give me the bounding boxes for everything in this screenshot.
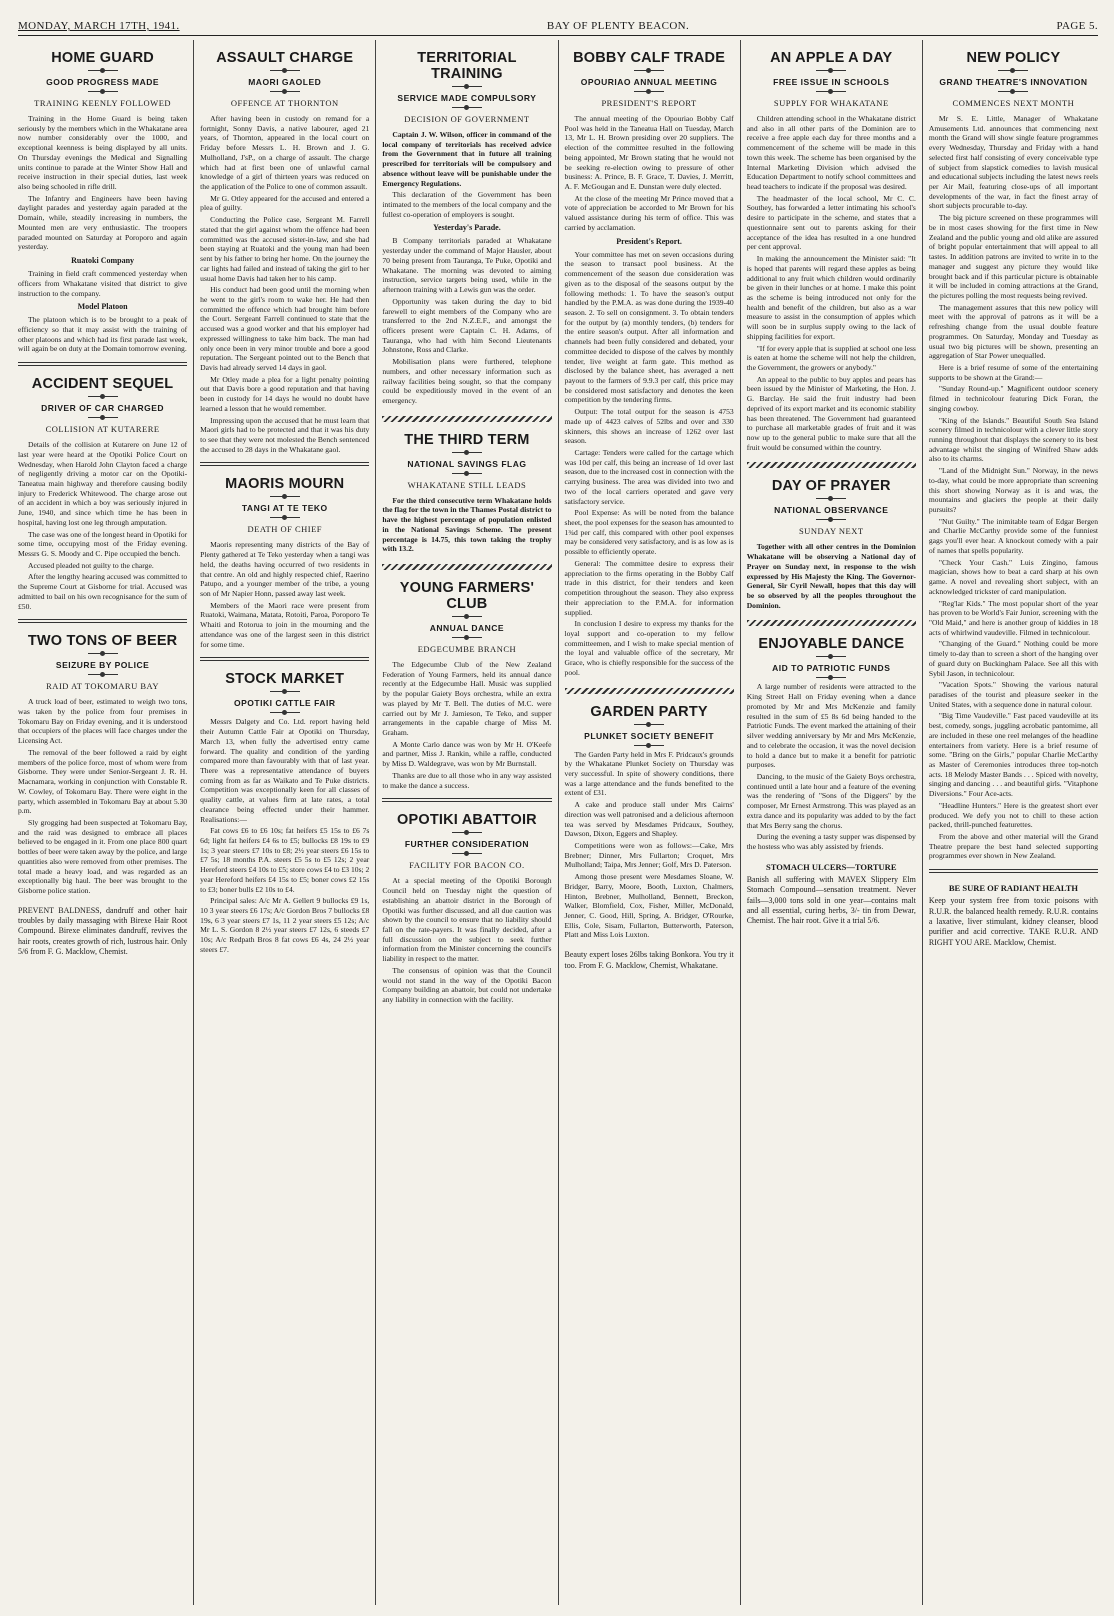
issue-date: MONDAY, MARCH 17TH, 1941. <box>18 20 180 32</box>
deck: SUPPLY FOR WHAKATANE <box>773 98 889 108</box>
divider <box>270 712 300 713</box>
deck: ANNUAL DANCE <box>429 623 505 633</box>
paragraph: Children attending school in the Whakatane district and also in all other parts of the Dominion are to receive a free apple each day for three months and a commencement of the scheme will be made in this town this week. The scheme has been organised by the Internal Marketing Division which advised the Education Department to notify school committees and head teachers to indicate if the proposal was desired. <box>746 114 916 192</box>
headline: THE THIRD TERM <box>404 431 530 448</box>
column-rule <box>18 362 187 366</box>
divider <box>452 853 482 854</box>
column-rule <box>200 462 369 466</box>
story-body <box>747 542 916 610</box>
paragraph: A cake and produce stall under Mrs Cairns' direction was well patronised and a delicious afternoon tea was served by Mesdames Pridcaux, Southey, Dawson, Dixon, Eggers and Shapley. <box>564 800 734 839</box>
paragraph: Pool Expense: As will be noted from the balance sheet, the pool expenses for the season has amounted to 1¾d per calf, this compared with other pool expenses may be considered very satisfactory, and is as low as is possible to efficiently operate. <box>564 508 734 557</box>
paragraph: After the lengthy hearing accused was committed to the Supreme Court at Gisborne for trial. Accused was admitted to bail on his own recognisance for the sum of £50. <box>18 572 188 611</box>
paragraph: Here is a brief resume of some of the entertaining supports to be shown at the Grand:— <box>928 362 1099 382</box>
deck: OPOURIAO ANNUAL MEETING <box>580 77 718 87</box>
paragraph: The Garden Party held in Mrs F. Pridcaux's grounds by the Whakatane Plunket Society on Thursday was very successful. In spite of showery conditions, there was a large attendance and the funds benefited to the extent of £31. <box>564 749 734 798</box>
story-body <box>18 697 187 895</box>
subheading: Ruatoki Company <box>71 256 135 266</box>
paragraph: Among those present were Mesdames Sloane, W. Bridger, Barry, Moore, Booth, Luxton, Chalmers, Hinton, Brebner, Mulholland, Bennett, Breckon, Walker, Blomfield, Cox, Fisher, Miller, McDonald, Jenner, C. Good, Hill, Spring, A. Bridger, O'Rourke, Ellis, Cole, Sisam, Fullarton, Butterworth, Paterson, Platt and Miss Lois Luxton. <box>564 872 734 940</box>
story-body <box>565 750 734 941</box>
headline: GARDEN PARTY <box>590 703 708 720</box>
paragraph: In conclusion I desire to express my thanks for the loyal support and co-operation to my fellow committeemen, and I wish to make special mention of the loyal and valuable office of the secretary, Mr Grace, who is chiefly responsible for the success of the pool. <box>564 619 734 677</box>
divider <box>634 70 664 71</box>
section-separator <box>565 688 734 694</box>
divider <box>452 832 482 833</box>
story-body <box>18 114 187 354</box>
story-body <box>18 440 187 611</box>
paragraph: Maoris representing many districts of the Bay of Plenty gathered at Te Teko yesterday when a tangi was held, the deaths having occurred of two residents in that centre. An old and highly respected chief, Raerino Patupo, and a younger member of the tribe, a young son of Mr Napier Honn, passed away last week. <box>200 540 370 599</box>
deck: DECISION OF GOVERNMENT <box>404 114 530 124</box>
paragraph: From the above and other material will the Grand Theatre prepare the best hand selected supporting programmes ever shown in New Zealand. <box>928 832 1099 861</box>
deck: SEIZURE BY POLICE <box>55 660 150 671</box>
paragraph: Cartage: Tenders were called for the cartage which was 10d per calf, this being an increase of 1d over last season, due to the increased cost in connection with the carrying business. The area was divided into two and two of the local carriers operated and gave very satisfactory service. <box>564 448 734 506</box>
divider <box>452 452 482 453</box>
headline: ENJOYABLE DANCE <box>758 636 905 653</box>
deck: GOOD PROGRESS MADE <box>46 77 160 87</box>
advertisement-text: Banish all suffering with MAVEX Slippery Elm Stomach Compound—sensation treatment. Never fails—3,000 tons sold in one year—contains malt and all essential, curing herbs, 3/- tin from Dewar, Chemist. The hair root. Give it a trial 5/6. <box>746 874 916 926</box>
deck: PLUNKET SOCIETY BENEFIT <box>584 730 715 741</box>
paragraph: After having been in custody on remand for a fortnight, Sonny Davis, a native labourer, aged 21 years, of Thornton, appeared in the local court on Friday before Messrs L. H. Brown and J. G. Mulholland, J'sP., on a charge of assault. The charge which had at first been one of unlawful carnal knowledge of a girl of thirteen years was reduced on the application of the Police to one of common assault. <box>200 114 370 192</box>
deck: FURTHER CONSIDERATION <box>404 839 529 850</box>
subheading: Model Platoon <box>77 302 128 312</box>
paragraph: A Monte Carlo dance was won by Mr H. O'Keefe and partner, Miss J. Rankin, while a raffle, conducted by Miss D. Waldegrave, was won by Mr Burnstall. <box>382 739 552 769</box>
paragraph: Members of the Maori race were present from Ruatoki, Waimana, Matata, Rotoiti, Paroa, Poroporo Te Whaiti and Rotorua to join in the mourning and the attendance was one of the largest seen in this district for some time. <box>200 600 370 649</box>
paragraph: "Land of the Midnight Sun." Norway, in the news to-day, what could be more appropriate than screening this short showing Norway as it is and was, the mountains and glaciers the people at their daily pursuits? <box>928 466 1099 515</box>
section-separator <box>382 416 551 422</box>
divider <box>452 637 482 638</box>
story-body <box>200 540 369 649</box>
divider <box>88 417 118 418</box>
paragraph: This declaration of the Government has been intimated to the members of the local company and the fullest co-operation of employers is sought. <box>382 190 552 219</box>
paragraph: Mr Otley made a plea for a light penalty pointing out that Davis bore a good reputation and that having been in custody for 14 days he would no doubt have learned a lesson that he would remember. <box>200 374 370 413</box>
paragraph: "Sunday Round-up." Magnificent outdoor scenery filmed in technicolour featuring Dick Foran, the singing cowboy. <box>928 384 1099 413</box>
paragraph: Dancing, to the music of the Gaiety Boys orchestra, continued until a late hour and a feature of the evening was the rendering of "Sons of the Diggers" by the composer, Mr Ernest Armstrong. This was played as an extra dance and its popularity was added to by the fact that Mrs Berry sang the chorus. <box>746 771 916 830</box>
paragraph: The annual meeting of the Opouriao Bobby Calf Pool was held in the Taneatua Hall on Tuesday, March 13, Mr L. H. Brown presiding over 20 suppliers. The election of the committee resulted in the following being appointed, Mr Brown stating that he would not be seeking re-election owing to pressure of other business: A. Prince, B. F. Grace, T. Davies, J. Merritt, A. F. McGougan and E. Dunstan were duly elected. <box>564 114 734 192</box>
story-young-farmers-club <box>382 580 551 790</box>
divider <box>270 91 300 92</box>
paragraph: "If for every apple that is supplied at school one less is eaten at home the scheme will not help the children, the Government, the growers or anybody." <box>746 343 916 372</box>
divider <box>452 473 482 474</box>
story-new-policy <box>929 50 1098 948</box>
headline: MAORIS MOURN <box>225 476 345 493</box>
paragraph: The case was one of the longest heard in Opotiki for some time, occupying most of the Friday evening. Messrs G. S. Moody and C. Pipe occupied the bench. <box>18 529 188 558</box>
divider <box>88 653 118 654</box>
paragraph: The removal of the beer followed a raid by eight members of the police force, most of whom were from Gisborne. They were under Senior-Sergeant J. R. H. Macnamara, working in conjunction with Constable R. W. Cowley, of Tokomaru Bay. There were eight in the party, which assembled in Tokomaru Bay at about 5.30 p.m. <box>18 747 188 816</box>
advertisement-title: BE SURE OF RADIANT HEALTH <box>948 883 1078 894</box>
deck: COMMENCES NEXT MONTH <box>952 98 1075 108</box>
paragraph: At a special meeting of the Opotiki Borough Council held on Tuesday night the question of establishing an abattoir district in the Borough of Opotiki was further discussed, and all due caution was shown by the council to ensure that no liability should fall on the rate-payers. It was finally decided, after a full discussion on the subject to seek further information from the Minister concerning the council's liability in respect to the matter. <box>382 876 552 964</box>
column-rule <box>382 798 551 802</box>
column-1 <box>18 40 193 1605</box>
divider <box>88 674 118 675</box>
column-4 <box>558 40 740 1605</box>
paragraph: Mr S. E. Little, Manager of Whakatane Amusements Ltd. announces that commencing next month the Grand will show single feature programmes every Wednesday, Thursday and Friday with a hand selected first half consisting of every conceivable type of subject from slapstick comedies to lavish musical and educational subjects including the latest news reels per Air Mail, featuring close-ups of all important developments of the war, in fact the finest array of short subjects procurable to-day. <box>928 114 1099 211</box>
section-separator <box>747 620 916 626</box>
story-body <box>747 682 916 851</box>
deck: OFFENCE AT THORNTON <box>230 98 339 108</box>
headline: NEW POLICY <box>966 50 1061 66</box>
deck: SUNDAY NEXT <box>798 526 864 537</box>
advertisement-text: Keep your system free from toxic poisons with R.U.R. the balanced health remedy. R.U.R. contains a laxative, liver stimulant, kidney cleanser, blood purifier and acid corrective. TAKE R.U.R. AND RIGHT YOU ARE. Macklow, Chemist. <box>928 896 1099 947</box>
story-body <box>565 114 734 678</box>
deck: TRAINING KEENLY FOLLOWED <box>34 98 172 108</box>
paragraph: Conducting the Police case, Sergeant M. Farrell stated that the girl against whom the offence had been committed was the accused sister-in-law, and she had been staying at Ruatoki and the young man had been sent by his father to bring her home. On the journey the car lights had failed and instead of taking the girl to her usual home Davis had taken her to his camp. <box>200 215 370 283</box>
story-enjoyable-dance <box>747 636 916 926</box>
paragraph: Opportunity was taken during the day to bid farewell to eight members of the Company who are transferred to the 2nd N.Z.E.F., and amongst the officers present were Captain C. H. Adams, of Tauranga, who had with him Second Lieutenants Johnstone, Ross and Clarke. <box>382 296 552 355</box>
divider <box>88 91 118 92</box>
paragraph: Training in field craft commenced yesterday when officers from Whakatane visited that district to give instruction to the company. <box>18 269 188 298</box>
column-3 <box>375 40 557 1605</box>
paragraph: Messrs Dalgety and Co. Ltd. report having held their Autumn Cattle Fair at Opotiki on Thursday, March 13, when fully the advertised entry came forward. The quality and condition of the yarding compared more than favourably with that of last year. There was a representative attendance of buyers coming from as far as Waikato and Te Puke districts. Competition was exceptionally keen for all classes of quality cattle, at values firm at late rates, a total clearance being effected under their hammer. Realisations:— <box>200 717 370 824</box>
headline: ACCIDENT SEQUEL <box>31 376 174 393</box>
advertisement-title: STOMACH ULCERS—TORTURE <box>766 861 897 872</box>
deck: DRIVER OF CAR CHARGED <box>41 403 165 414</box>
advertisement: PREVENT BALDNESS, dandruff and other hair troubles by daily massaging with Birexe Hair Root Compound. Birexe eliminates dandruff, revives the hair roots, creates growth of rich, lustrous hair. Only 5/6 from F. G. Macklow, Chemist. <box>18 905 188 957</box>
story-body <box>929 114 1098 861</box>
story-home-guard <box>18 50 187 354</box>
deck: SERVICE MADE COMPULSORY <box>397 93 537 103</box>
column-2 <box>193 40 375 1605</box>
story-body <box>382 496 551 554</box>
deck: MAORI GAOLED <box>248 77 322 87</box>
subheading: President's Report. <box>616 236 682 246</box>
story-opotiki-abattoir <box>382 812 551 1004</box>
divider <box>270 70 300 71</box>
deck: GRAND THEATRE'S INNOVATION <box>939 77 1088 87</box>
divider <box>998 91 1028 92</box>
page-number: PAGE 5. <box>1056 20 1098 32</box>
paragraph: The big picture screened on these programmes will be in most cases showing for the first time in New Zealand and the public young and old alike are assured of bright popular entertainment that will appeal to all tastes. In addition patrons are invited to write in to the manager and suggest any picture they would like brought back and if this particular picture is obtainable it will be included in coming attractions at the Grand, the pictures polling the most requests being revived. <box>928 213 1099 300</box>
paragraph: "Changing of the Guard." Nothing could be more timely to-day than to screen a short of the hanging over of guard duty on Buckingham Palace. See all this with Sybil Jason, in technicolour. <box>928 639 1099 678</box>
headline: HOME GUARD <box>51 50 154 66</box>
paragraph: An appeal to the public to buy apples and pears has been issued by the Minister of Marketing, the Hon. J. G. Barclay. He said the fruit industry had been deprived of its export market and its economic stability has been threatened. The Government had guaranteed to purchase all marketable grades of fruit and it was now up to the general public to make sure that all the fruit would be consumed within the country. <box>746 374 916 452</box>
story-garden-party <box>565 704 734 971</box>
divider <box>816 91 846 92</box>
section-separator <box>382 564 551 570</box>
paragraph: The headmaster of the local school, Mr C. C. Southey, has forwarded a letter intimating his school's desire to participate in the scheme, and states that a questionnaire sent out to parents asking for their acceptance of the idea has resulted in a one hundred per cent approval. <box>746 193 916 252</box>
paragraph: The Infantry and Engineers have been having daylight parades and yesterday again paraded at the Domain, while, steadily increasing in numbers, the Mounted men are very enthusiastic. The troopers paraded mounted on Saturday at Poroporo and again yesterday. <box>18 193 188 252</box>
lead-paragraph: For the third consecutive term Whakatane holds the flag for the town in the Thames Postal district to have the highest percentage of population enlisted in the National Savings Scheme. The present percentage is 14.75, this town taking the trophy with 13.2. <box>382 495 552 554</box>
deck: EDGECUMBE BRANCH <box>417 644 517 654</box>
deck: TANGI AT TE TEKO <box>241 503 328 514</box>
column-5 <box>740 40 922 1605</box>
deck: FREE ISSUE IN SCHOOLS <box>773 77 890 87</box>
deck: COLLISION AT KUTARERE <box>45 424 160 435</box>
section-separator <box>747 462 916 468</box>
divider <box>270 691 300 692</box>
paragraph: "Headline Hunters." Here is the greatest short ever produced. We defy you not to chill to these action packed, thrill-punched featurettes. <box>928 800 1099 830</box>
story-two-tons-of-beer <box>18 633 187 957</box>
headline: STOCK MARKET <box>225 671 345 688</box>
paragraph: Accused pleaded not guilty to the charge. <box>28 560 154 570</box>
deck: FACILITY FOR BACON CO. <box>409 860 525 871</box>
deck: OPOTIKI CATTLE FAIR <box>234 698 336 709</box>
paragraph: Competitions were won as follows:—Cake, Mrs Brebner; Dinner, Mrs Fullarton; Croquet, Mrs Mulholland; Taipa, Mrs Jenner; Golf, Mrs D. Paterson. <box>564 841 734 870</box>
columns <box>18 40 1098 1605</box>
paragraph: Thanks are due to all those who in any way assisted to make the dance a success. <box>382 770 552 790</box>
column-6 <box>922 40 1098 1605</box>
paragraph: "Check Your Cash." Luis Zingino, famous magician, shows how to beat a card sharp at his own game. A novel and revealing short subject, with an acknowledged trickster of card manipulation. <box>928 557 1099 596</box>
story-third-term <box>382 432 551 554</box>
headline: OPOTIKI ABATTOIR <box>396 812 537 829</box>
divider <box>816 498 846 499</box>
story-body <box>200 717 369 954</box>
paragraph: Details of the collision at Kutarere on June 12 of last year were heard at the Opotiki Police Court on Wednesday, when Harold John Clayton faced a charge of negligently driving a motor car on the Opotiki-Taneatua main highway and therefore causing bodily injury to Frederick Whitewood. The charge arose out of an accident in which a boy was seriously injured in June, 1940, and since which time he has been in hospital, having lost one leg through amputation. <box>18 440 188 527</box>
paragraph: Sly grogging had been suspected at Tokomaru Bay, and the raid was designed to embrace all places believed to be engaged in it. From one place 800 quart bottles of beer were taken away by the police, and large quantities also were removed from other premises. The total made a heavy load, and was regarded as an exceptionally big haul. The beer was brought to the Gisborne police station. <box>18 817 188 895</box>
story-day-of-prayer <box>747 478 916 610</box>
paragraph: His conduct had been good until the morning when he went to the girl's room to wake her. He had then committed the offence which had brought him before the Court. Sergeant Farrell continued to state that the accused was a good worker and that his employer had expressed willingness to take him back. The man had only once been in very minor trouble and bore a good reputation. The Sergeant pointed out to the Bench that Davis had already served 14 days in gaol. <box>200 285 370 372</box>
paragraph: "Big Time Vaudeville." Fast paced vaudeville at its best, comedy, songs, juggling acrobatic pantomime, all are included in these one reel melanges of the headline entertainers from variety. Here is a brief resume of some. "Bring on the Girls," popular Charlie McCarthy as Master of Ceremonies introduces three top-notch acts. 18 Melody Master Bands . . . Spiced with novelty, singing and dancing . . . and beautiful girls. "Vitaphone Diversions." Four Ace-acts. <box>928 711 1099 799</box>
story-apple-a-day <box>747 50 916 452</box>
headline: TWO TONS OF BEER <box>27 633 178 650</box>
story-body <box>382 130 551 406</box>
divider <box>816 519 846 520</box>
paragraph: Output: The total output for the season is 4753 made up of 4423 calves of 52lbs and over and 330 skinners, this shows an increase of 1262 over last season. <box>564 407 734 446</box>
story-assault-charge <box>200 50 369 454</box>
subheading: Yesterday's Parade. <box>433 223 501 233</box>
story-body <box>200 114 369 454</box>
deck: AID TO PATRIOTIC FUNDS <box>772 663 891 674</box>
advertisement <box>929 883 1098 948</box>
lead-paragraph: Together with all other centres in the Dominion Whakatane will be observing a National day of Prayer on Sunday next, in response to the wish expressed by His Majesty the King. The Governor-General, Sir Cyril Newall, hopes that this day will be so observed by all the peoples throughout the Dominion. <box>746 542 916 610</box>
paragraph: The platoon which is to be brought to a peak of efficiency so that it may assist with the training of other platoons and which had its first parade last week, will again be on duty at the Domain tomorrow evening. <box>18 315 188 354</box>
story-stock-market <box>200 671 369 954</box>
headline: YOUNG FARMERS' CLUB <box>399 580 535 612</box>
deck: NATIONAL OBSERVANCE <box>774 505 889 516</box>
paragraph: The management assures that this new policy will meet with the approval of patrons as it will be a refreshing change from the usual double feature programmes. On Saturday, Monday and Tuesday as usual two big pictures will be shown, presenting an aggregation of Star Power unequalled. <box>928 302 1099 361</box>
paragraph: Mr G. Otley appeared for the accused and entered a plea of guilty. <box>200 193 370 213</box>
paragraph: Principal sales: A/c Mr A. Gellert 9 bullocks £9 1s, 10 3 year steers £6 17s; A/c Gordon Bros 7 bullocks £8 19s, 6 3 year steers £7 1s, 11 2 year steers £5 12s; A/c Mr L. S. Gordon 8 2½ year steers £7 12s, 6 steeds £7 10s; A/c Redpath Bros 8 fat cows £6 4s, 24 2½ year steers £7. <box>200 896 370 954</box>
paragraph: Fat cows £6 to £6 10s; fat heifers £5 15s to £6 7s 6d; light fat heifers £4 6s to £5; bullocks £8 19s to £9 1s; 3 year steers £7 10s to £8; 2½ year steers £6 15s to £7 5s; 18 months P.A. steers £5 5s to £5 12s; 2 year Hereford steers £4 10s to £5; store cows £4 to £3 10s; 2 year Hereford heifers £4 15s to £5; boner cows £2 15s to £3; boner bulls £2 10s to £4. <box>200 826 370 894</box>
masthead <box>18 20 1098 36</box>
headline: ASSAULT CHARGE <box>216 50 354 66</box>
advertisement <box>747 862 916 927</box>
paragraph: In making the announcement the Minister said: "It is hoped that parents will regard these apples as being additional to any fruit which children would ordinarily be given in their lunches or at home. I make this point as the scheme is being introduced not only for the health and benefit of the children, but also as a war measure to assist in the consumption of apples which will soon be in surplus supply owing to the lack of shipping facilities for export. <box>746 254 916 341</box>
divider <box>998 70 1028 71</box>
story-bobby-calf-trade <box>565 50 734 678</box>
deck: DEATH OF CHIEF <box>247 524 323 535</box>
paragraph: Your committee has met on seven occasions during the season to transact pool business. At the commencement of the season due consideration was given as to the disposal of the seasons output by the following methods: 1. To have the season's output handled by the P.M.A. as was done during the 1939-40 season. 2. To sell on consignment. 3. To obtain tenders for the output by (a) monthly tenders, (b) tenders for the entire season's output. After all information and channels had been fully considered and debated, your committee decided to dispose of the calves by monthly tender, live weight at farm gate. This method as disclosed by the balance sheet, has averaged a nett payout to the farmers of 9.9.3 per calf, this price may be considered most satisfactory and denotes the keen competition by the tendering firms. <box>564 249 734 405</box>
paragraph: The Edgecumbe Club of the New Zealand Federation of Young Farmers, held its annual dance recently at the Edgecumbe Hall. Music was supplied by the popular Gaiety Boys orchestra, while an extra was played by Mr T. Bell. The duties of M.C. were carried out by Mr J. Jamieson, Te Teko, and supper arrangements in the capable charge of Miss M. Graham. <box>382 660 552 738</box>
paragraph: The consensus of opinion was that the Council would not stand in the way of the Opotiki Bacon Company building an abattoir, but could not undertake any liability in connection with the facility. <box>382 965 552 1004</box>
story-accident-sequel <box>18 376 187 611</box>
divider <box>452 107 482 108</box>
paragraph: "Reg'lar Kids." The most popular short of the year has proven to be World's Fair Junior, screening with the "Old Maid," and here is another group of kiddies in 18 acts of whirlwind vaudeville. Filmed in technicolour. <box>928 598 1099 637</box>
paper-title: BAY OF PLENTY BEACON. <box>546 20 690 32</box>
story-territorial-training <box>382 50 551 406</box>
column-rule <box>200 657 369 661</box>
deck: NATIONAL SAVINGS FLAG <box>407 458 527 469</box>
advertisement: Beauty expert loses 26lbs taking Bonkora. You try it too. From F. G. Macklow, Chemist, Whakatane. <box>564 950 734 970</box>
divider <box>270 496 300 497</box>
column-rule <box>18 619 187 623</box>
paragraph: During the evening a tasty supper was dispensed by the hostess who was ably assisted by friends. <box>746 832 916 851</box>
divider <box>88 70 118 71</box>
divider <box>452 616 482 617</box>
paragraph: General: The committee desire to express their appreciation to the firms operating in the Bobby Calf trade in this district, for their tenders and keen competition throughout the season. They also express their appreciation to the P.M.A. for information supplied. <box>564 558 734 617</box>
paragraph: A truck load of beer, estimated to weigh two tons, was taken by the police from four premises in Tokomaru Bay on Friday evening, and it is understood that occupiers of the places will face charges under the Licensing Act. <box>18 697 188 746</box>
divider <box>816 677 846 678</box>
story-maoris-mourn <box>200 476 369 649</box>
paragraph: Mobilisation plans were furthered, telephone numbers, and other necessary information such as railway facilities being sought, so that the company could be expeditiously moved in the event of an emergency. <box>382 357 552 405</box>
divider <box>270 517 300 518</box>
paragraph: Impressing upon the accused that he must learn that Maori girls had to be protected and that it was his duty to see that they were not molested the Bench sentenced the accused to 28 days in the Whakatane gaol. <box>200 415 370 454</box>
deck: RAID AT TOKOMARU BAY <box>46 681 160 692</box>
divider <box>634 91 664 92</box>
paragraph: Training in the Home Guard is being taken seriously by the members which in the Whakatane area now number considerably over the 1000, and exceptional keenness is being displayed by all units. On Thursday evenings the Medical and Signalling units continue to parade at the Winter Show Hall and receive instruction in their special duties, last week also being schooled in rifle drill. <box>18 114 188 192</box>
divider <box>634 745 664 746</box>
headline: BOBBY CALF TRADE <box>573 50 726 66</box>
deck: PRESIDENT'S REPORT <box>601 98 697 108</box>
story-body <box>747 114 916 452</box>
paragraph: B Company territorials paraded at Whakatane yesterday under the command of Major Hausler, about 70 being present from Tauranga, Te Puke, Opotiki and Whakatane. The morning was devoted to aiming instruction, service targets being used, while in the afternoon training with a Lewis gun was the order. <box>382 236 552 295</box>
paragraph: "Nut Guilty." The inimitable team of Edgar Bergen and Charlie McCarthy provide some of the funniest gags you'll ever hear. A knockout comedy with a pair of names that spells popularity. <box>928 516 1099 555</box>
paragraph: A large number of residents were attracted to the King Street Hall on Friday evening when a dance promoted by Mr and Mrs McKenzie and family resulted in the sum of £5 8s 6d being handed to the Patriotic Funds. The event marked the attaining of their silver wedding anniversary by Mr and Mrs McKenzie, and to celebrate the occasion, it was the novel decision to hold a dance but to make it a benefit for patriotic purposes. <box>746 682 916 770</box>
divider <box>816 70 846 71</box>
paragraph: "Vacation Spots." Showing the various natural paradises of the tourist and pleasure seeker in the United States, with a sequence done in natural colour. <box>928 680 1099 709</box>
divider <box>634 724 664 725</box>
paragraph: "King of the Islands." Beautiful South Sea Island scenery filmed in technicolour with a clever little story running throughout that displays the scenery to its best advantage whilst the singing of Winifred Shaw adds also to its charms. <box>928 415 1099 464</box>
headline: AN APPLE A DAY <box>770 50 893 66</box>
paragraph: At the close of the meeting Mr Prince moved that a vote of appreciation be accorded to Mr Brown for his valued assistance during his term of office. This was carried by acclamation. <box>564 193 734 232</box>
deck: WHAKATANE STILL LEADS <box>407 479 527 490</box>
divider <box>88 396 118 397</box>
divider <box>816 656 846 657</box>
headline: DAY OF PRAYER <box>771 478 891 495</box>
divider <box>452 86 482 87</box>
story-body <box>382 876 551 1004</box>
story-body <box>382 660 551 790</box>
headline: TERRITORIAL TRAINING <box>417 50 517 82</box>
lead-paragraph: Captain J. W. Wilson, officer in command of the local company of territorials has received advice from the Government that in future all training prescribed for territorials will be compulsory and absence without leave will be punishable under the Emergency Regulations. <box>382 130 552 188</box>
column-rule <box>929 869 1098 873</box>
